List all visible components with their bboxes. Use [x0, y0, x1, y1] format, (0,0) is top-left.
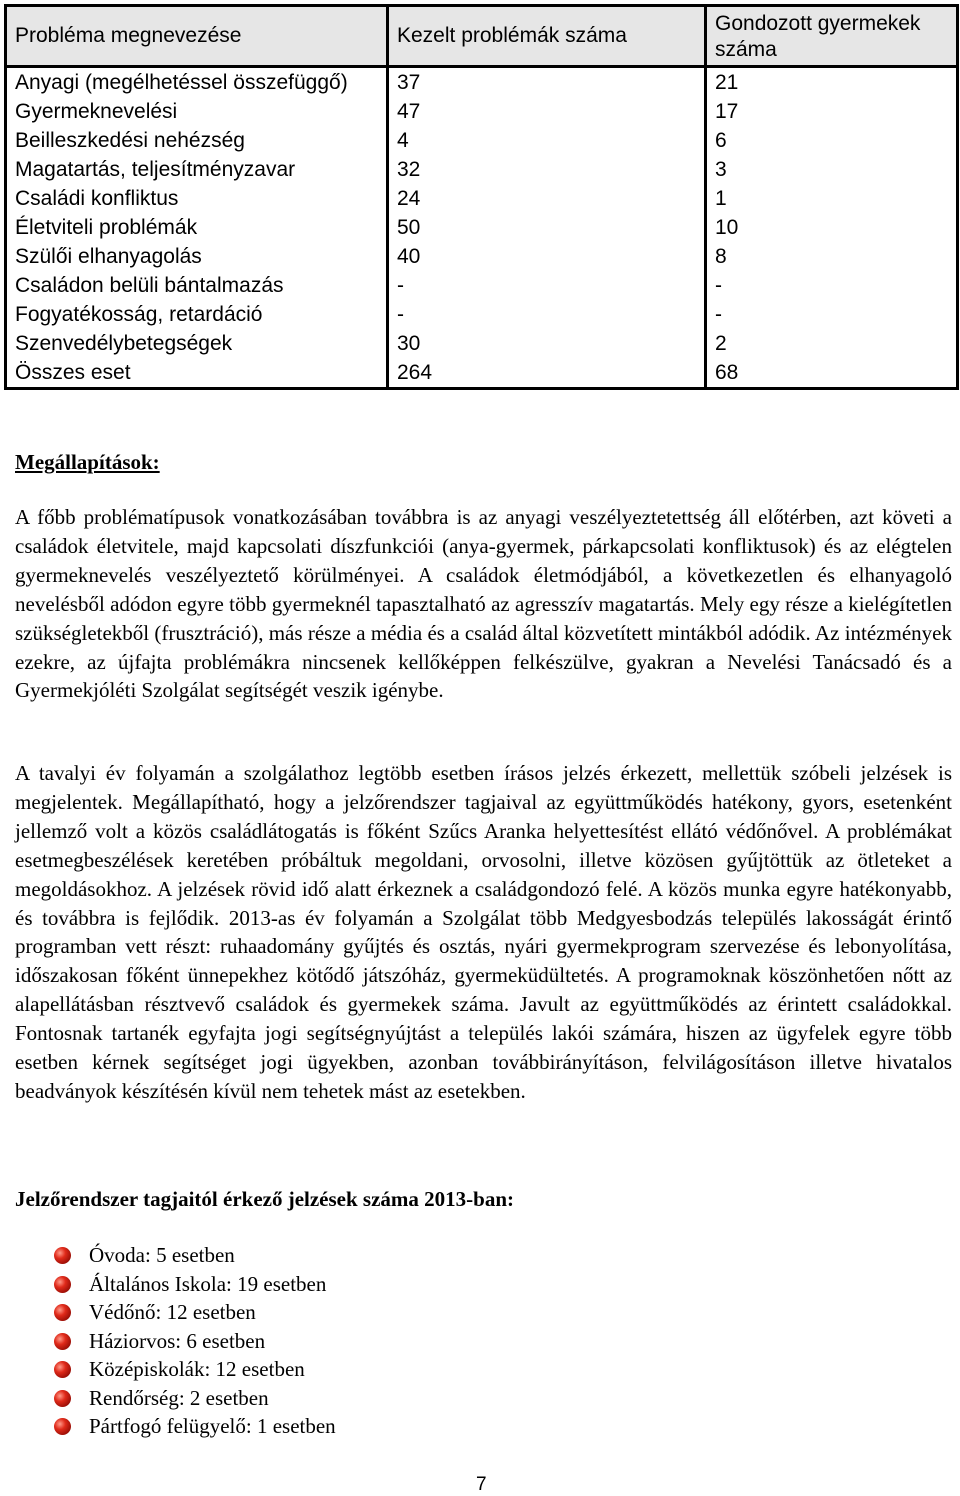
children-count-cell: - — [706, 271, 958, 300]
problem-name-cell: Magatartás, teljesítményzavar — [15, 158, 296, 181]
children-count-cell: 1 — [706, 184, 958, 213]
problem-name-cell: Életviteli problémák — [15, 216, 198, 239]
list-item — [54, 1355, 336, 1384]
table-row — [6, 300, 958, 329]
list-item — [54, 1241, 336, 1270]
children-count-cell: 3 — [706, 155, 958, 184]
signals-list — [54, 1241, 336, 1441]
handled-count-cell: 40 — [388, 242, 706, 271]
children-count-cell: 2 — [706, 329, 958, 358]
problem-name-cell: Összes eset — [15, 361, 131, 384]
table-row — [6, 213, 958, 242]
children-count-cell: 21 — [706, 67, 958, 98]
table-row — [6, 126, 958, 155]
column-header-handled-count: Kezelt problémák száma — [388, 6, 706, 67]
problem-name-cell: Szülői elhanyagolás — [15, 245, 202, 268]
table-row — [6, 271, 958, 300]
findings-heading: Megállapítások: — [15, 450, 160, 474]
table-total-row — [6, 358, 958, 389]
table-row — [6, 155, 958, 184]
handled-count-cell: 24 — [388, 184, 706, 213]
findings-paragraph: A tavalyi év folyamán a szolgálathoz legtöbb esetben írásos jelzés érkezett, mellettük szóbeli jelzések is megjelentek. Megállapítható, hogy a jelzőrendszer tagjaival az együttműködés hatékony, gyors, esetenként jellemző volt a közös családlátogatás is főként Szűcs Aranka helyettesítést ellátó védőnővel. A problémákat esetmegbeszélések keretében próbáltuk megoldani, orvosolni, illetve közösen gyűjtöttük az ötleteket a megoldásokhoz. A jelzések rövid idő alatt érkeznek a családgondozó felé. A közös munka egyre hatékonyabb, és továbbra is fejlődik. 2013-as év folyamán a Szolgálat több Medgyesbodzás település lakosságát érintő programban vett részt: ruhaadomány gyűjtés és osztás, nyári gyermekprogram szervezése és lebonyolítása, időszakosan főként ünnepekhez kötődő játszóház, gyermeküdültetés. A programoknak köszönhetően nőtt az alapellátásban résztvevő családok és gyermekek száma. Javult az együttműködés az érintett családokkal. Fontosnak tartanék egyfajta jogi segítségnyújtást a település lakói számára, hiszen az ügyfelek egyre több esetben kérnek segítséget jogi ügyekben, azonban továbbirányításon, felvilágosításon illetve hivatalos beadványok készítésén kívül nem tehetek mást az esetekben. — [15, 761, 952, 1103]
table-row — [6, 97, 958, 126]
list-item-text: Védőnő: 12 esetben — [89, 1300, 256, 1324]
table-row — [6, 329, 958, 358]
column-header-children-count: Gondozott gyermekek száma — [706, 6, 958, 67]
problem-name-cell: Beilleszkedési nehézség — [15, 129, 245, 152]
table-header-row — [6, 6, 958, 67]
handled-count-cell: 264 — [388, 358, 706, 389]
red-bullet-icon — [54, 1276, 71, 1293]
red-bullet-icon — [54, 1247, 71, 1264]
red-bullet-icon — [54, 1390, 71, 1407]
children-count-cell: - — [706, 300, 958, 329]
red-bullet-icon — [54, 1361, 71, 1378]
list-item — [54, 1384, 336, 1413]
children-count-cell: 17 — [706, 97, 958, 126]
problem-name-cell: Családon belüli bántalmazás — [15, 274, 284, 297]
list-item — [54, 1412, 336, 1441]
children-count-cell: 10 — [706, 213, 958, 242]
list-item-text: Háziorvos: 6 esetben — [89, 1328, 266, 1353]
list-item — [54, 1298, 336, 1327]
children-count-cell: 6 — [706, 126, 958, 155]
handled-count-cell: 47 — [388, 97, 706, 126]
table-row — [6, 67, 958, 98]
handled-count-cell: 4 — [388, 126, 706, 155]
list-item-text: Pártfogó felügyelő: 1 esetben — [89, 1414, 336, 1438]
handled-count-cell: 37 — [388, 67, 706, 98]
problem-name-cell: Gyermeknevelési — [15, 100, 178, 123]
handled-count-cell: 32 — [388, 155, 706, 184]
list-item — [54, 1327, 336, 1356]
problem-name-cell: Szenvedélybetegségek — [15, 332, 233, 355]
page-number: 7 — [476, 1474, 487, 1495]
findings-paragraph: A főbb problématípusok vonatkozásában továbbra is az anyagi veszélyeztetettség áll előtérben, azt követi a családok életvitele, majd kapcsolati díszfunkciói (anya-gyermek, párkapcsolati konfliktusok) és az elégtelen gyermeknevelés veszélyeztető körülményei. A családok életmódjából, a következetlen és elhanyagoló nevelésből adódon egyre több gyermeknél tapasztalható az agresszív magatartás. Mely egy része a kielégítetlen szükségletekből (frusztráció), más része a média és a család által közvetített mintákból adódik. Az intézmények ezekre, az újfajta problémákra nincsenek kellőképpen felkészülve, gyakran a Nevelési Tanácsadó és a Gyermekjóléti Szolgálat segítségét veszik igénybe. — [15, 505, 952, 703]
list-item-text: Rendőrség: 2 esetben — [89, 1385, 269, 1410]
table-row — [6, 184, 958, 213]
list-item — [54, 1270, 336, 1299]
problem-name-cell: Anyagi (megélhetéssel összefüggő) — [15, 71, 348, 94]
handled-count-cell: - — [388, 271, 706, 300]
problem-name-cell: Fogyatékosság, retardáció — [15, 303, 263, 326]
handled-count-cell: - — [388, 300, 706, 329]
red-bullet-icon — [54, 1418, 71, 1435]
list-item-text: Középiskolák: 12 esetben — [89, 1357, 305, 1381]
problem-name-cell: Családi konfliktus — [15, 187, 179, 210]
red-bullet-icon — [54, 1304, 71, 1321]
problem-statistics-table — [4, 4, 959, 390]
handled-count-cell: 50 — [388, 213, 706, 242]
red-bullet-icon — [54, 1333, 71, 1350]
signals-heading: Jelzőrendszer tagjaitól érkező jelzések száma 2013-ban: — [15, 1187, 515, 1211]
table-row — [6, 242, 958, 271]
children-count-cell: 68 — [706, 358, 958, 389]
list-item-text: Általános Iskola: 19 esetben — [89, 1271, 327, 1296]
children-count-cell: 8 — [706, 242, 958, 271]
handled-count-cell: 30 — [388, 329, 706, 358]
list-item-text: Óvoda: 5 esetben — [89, 1243, 235, 1267]
column-header-problem: Probléma megnevezése — [6, 6, 388, 67]
